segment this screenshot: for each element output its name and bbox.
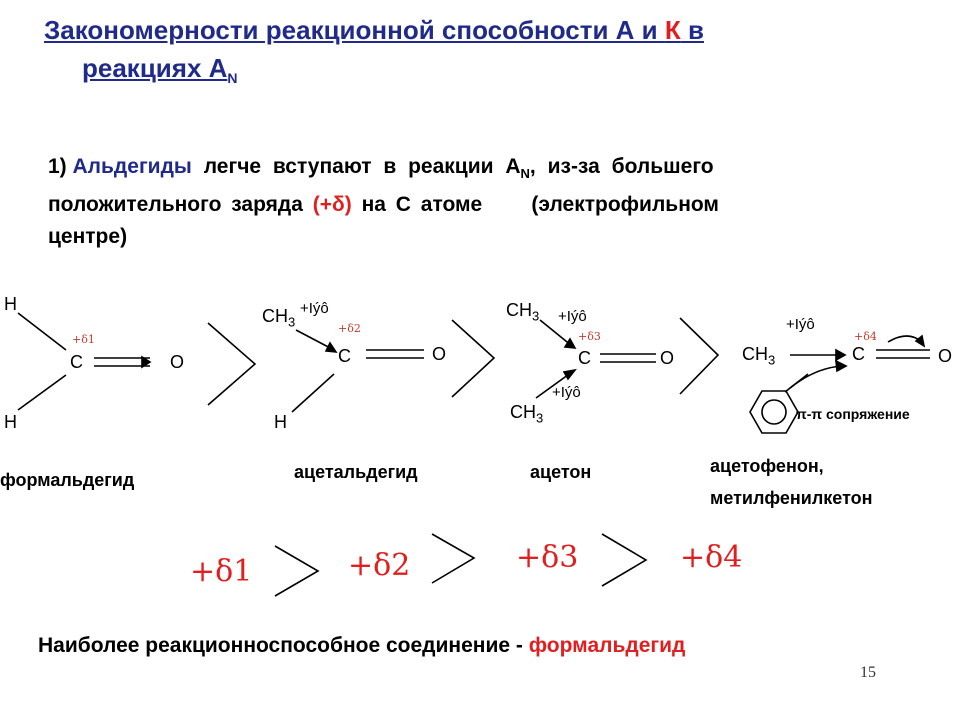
formaldehyde-h-bottom: H: [4, 412, 17, 432]
acetaldehyde-c: C: [338, 346, 351, 366]
title-k-letter: К: [664, 15, 681, 45]
acetaldehyde-ch3: [262, 306, 295, 330]
greater-sign-3: [680, 318, 718, 394]
comparison-delta-3: +δ3: [516, 540, 579, 575]
charge-symbol: (+δ): [312, 193, 352, 216]
greater-sign-2: [452, 320, 494, 397]
bond-h: [292, 374, 334, 412]
paragraph-text2: , из-за большего: [529, 155, 714, 178]
formaldehyde-delta: +δ1: [72, 333, 95, 346]
paragraph-subscript: N: [520, 166, 530, 182]
greater-sign-4: [275, 546, 318, 596]
conclusion-text: Наиболее реакционноспособное соединение -: [38, 634, 529, 657]
curved-arrow-ring: [790, 366, 842, 388]
paragraph-line2-rest: на С атоме (электрофильном: [351, 193, 719, 216]
acetophenone-name-1: ацетофенон,: [710, 456, 824, 476]
acetaldehyde-delta: +δ2: [338, 322, 361, 335]
formaldehyde-c: C: [70, 352, 83, 372]
acetophenone-iye: +Iýô: [786, 316, 815, 333]
acetophenone-delta: +δ4: [854, 330, 877, 343]
bond-ring-c: [785, 374, 808, 392]
acetone-delta: +δ3: [578, 330, 601, 343]
comparison-delta-2: +δ2: [348, 548, 411, 583]
acetone-name: ацетон: [530, 462, 592, 482]
title-line1: Закономерности реакционной способности А и: [44, 15, 665, 45]
arrow-head-2: [326, 343, 336, 352]
acetaldehyde-o: O: [432, 344, 447, 364]
conjugation-label: π-π сопряжение: [796, 406, 910, 422]
acetaldehyde-ch3-text: $CH_3$: [262, 306, 296, 330]
title-line1-end: в: [680, 15, 704, 45]
acetone-ch3-top: $CH_3$: [506, 300, 540, 324]
paragraph-line3: центре): [48, 225, 128, 248]
arrow-head-4: [564, 370, 575, 379]
comparison-delta-4: +δ4: [680, 540, 743, 575]
formaldehyde-o: O: [170, 352, 185, 372]
page-number: 15: [860, 664, 876, 681]
acetophenone-c: C: [852, 344, 865, 364]
greater-sign-6: [602, 534, 646, 586]
acetone-o: O: [660, 348, 675, 368]
acetophenone-o: O: [938, 346, 953, 366]
acetophenone-name-2: метилфенилкетон: [710, 488, 873, 508]
benzene-hexagon: [750, 391, 798, 433]
comparison-delta-1: +δ1: [190, 554, 253, 589]
acetone-iye-top: +Iýô: [558, 308, 587, 325]
acetone-c: C: [578, 348, 591, 368]
paragraph-text1: легче вступают в реакции А: [191, 155, 521, 178]
arrow-head-3: [565, 339, 575, 348]
paragraph-prefix: 1): [48, 155, 73, 178]
benzene-circle: [762, 400, 786, 424]
greater-sign-1: [208, 323, 255, 405]
formaldehyde-name: формальдегид: [0, 470, 135, 490]
acetone-ch3-bottom: $CH_3$: [510, 402, 544, 426]
acetophenone-ch3: $CH_3$: [742, 344, 776, 368]
acetaldehyde-name: ацетальдегид: [294, 462, 418, 482]
formaldehyde-h-top: H: [4, 294, 17, 314]
arrow-head-5: [836, 350, 845, 360]
acetaldehyde-h: H: [274, 412, 287, 432]
title-subscript: N: [227, 70, 238, 87]
bond-h-bottom: [18, 375, 66, 410]
curved-arrow-head-1: [916, 336, 924, 346]
title-line2-text: реакциях А: [82, 53, 228, 83]
conclusion-line: [38, 634, 685, 658]
curved-arrow-head-2: [836, 361, 846, 371]
acetone-iye-bottom: +Iýô: [552, 384, 581, 401]
paragraph-subject: Альдегиды: [72, 155, 192, 178]
greater-sign-5: [432, 534, 474, 583]
acetaldehyde-iye: +Iýô: [300, 300, 329, 317]
paragraph-line2-text: положительного заряда: [48, 193, 313, 216]
conclusion-highlight: формальдегид: [528, 634, 686, 657]
bond-h-top: [18, 313, 66, 350]
